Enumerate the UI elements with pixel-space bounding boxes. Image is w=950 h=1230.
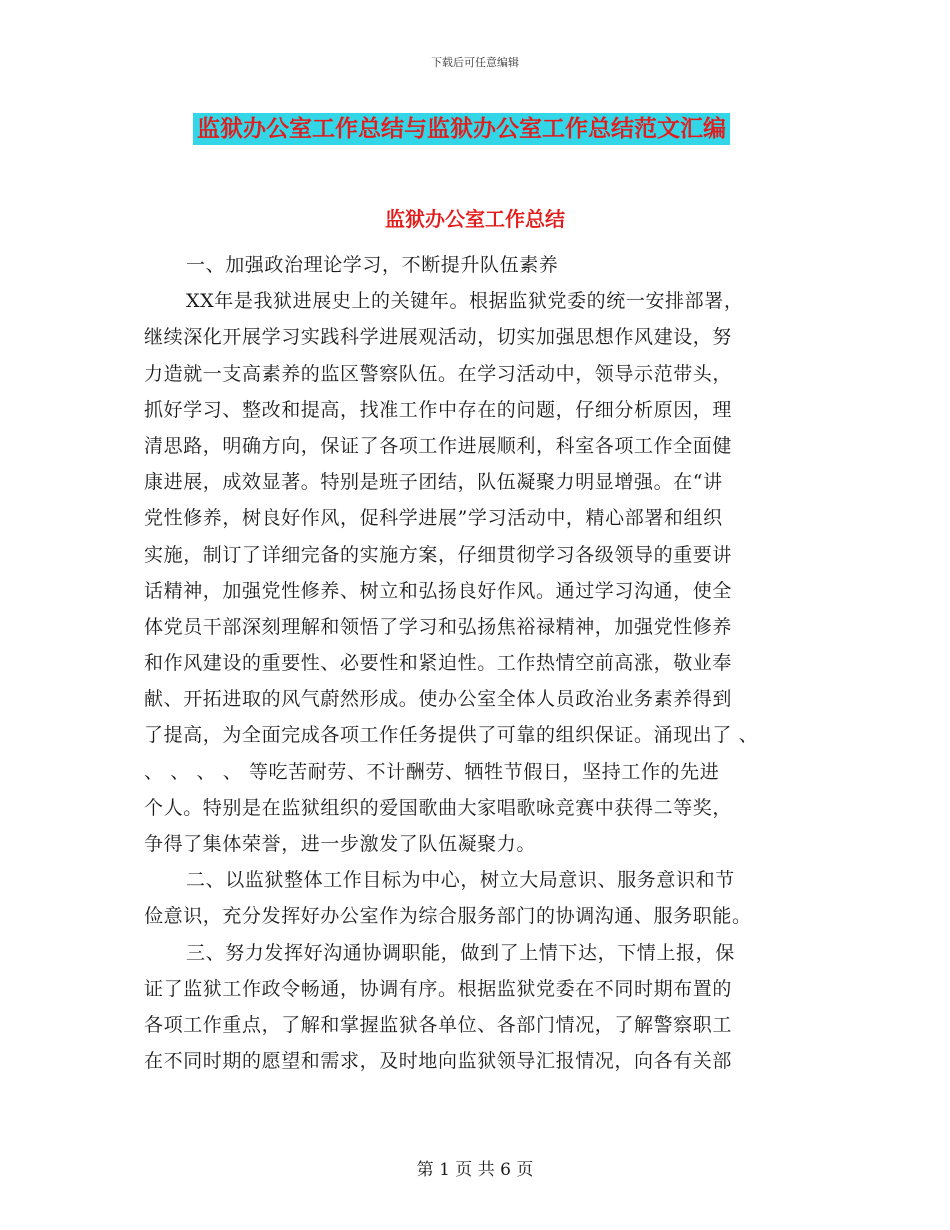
section-heading: 监狱办公室工作总结: [385, 207, 565, 231]
paragraph-line: 话精神，加强党性修养、树立和弘扬良好作风。通过学习沟通，使全: [144, 579, 733, 602]
paragraph-line: 一、加强政治理论学习，不断提升队伍素养: [186, 254, 559, 276]
paragraph-line: 二、以监狱整体工作目标为中心，树立大局意识、服务意识和节: [186, 869, 735, 892]
paragraph-line: 了提高，为全面完成各项工作任务提供了可靠的组织保证。涌现出了 、: [144, 724, 759, 747]
paragraph-line: 三、努力发挥好沟通协调职能，做到了上情下达，下情上报，保: [186, 941, 735, 964]
paragraph-line: 在不同时期的愿望和需求，及时地向监狱领导汇报情况，向各有关部: [144, 1050, 733, 1073]
body-text: [144, 247, 814, 1079]
paragraph-line: 、 、 、 、 等吃苦耐劳、不计酬劳、牺牲节假日，坚持工作的先进: [144, 760, 720, 783]
paragraph-line: 党性修养，树良好作风，促科学进展”学习活动中，精心部署和组织: [144, 507, 723, 530]
document-title: 监狱办公室工作总结与监狱办公室工作总结范文汇编: [193, 113, 730, 145]
header-note: 下载后可任意编辑: [431, 56, 519, 69]
paragraph-line: 和作风建设的重要性、必要性和紧迫性。工作热情空前高涨，敬业奉: [144, 652, 733, 675]
paragraph-line: 证了监狱工作政令畅通，协调有序。根据监狱党委在不同时期布置的: [144, 977, 733, 1000]
paragraph-line: 各项工作重点，了解和掌握监狱各单位、各部门情况，了解警察职工: [144, 1013, 733, 1036]
paragraph-line: 实施，制订了详细完备的实施方案，仔细贯彻学习各级领导的重要讲: [144, 543, 733, 566]
paragraph-line: 体党员干部深刻理解和领悟了学习和弘扬焦裕禄精神，加强党性修养: [144, 615, 733, 638]
paragraph-line: XX年是我狱进展史上的关键年。根据监狱党委的统一安排部署，: [186, 290, 744, 313]
paragraph-line: 争得了集体荣誉，进一步激发了队伍凝聚力。: [144, 833, 537, 855]
paragraph-line: 清思路，明确方向，保证了各项工作进展顺利，科室各项工作全面健: [144, 434, 733, 457]
paragraph-line: 力造就一支高素养的监区警察队伍。在学习活动中，领导示范带头，: [144, 362, 733, 385]
paragraph-line: 抓好学习、整改和提高，找准工作中存在的问题，仔细分析原因，理: [144, 398, 733, 421]
paragraph-line: 继续深化开展学习实践科学进展观活动，切实加强思想作风建设，努: [144, 326, 733, 349]
paragraph-line: 康进展，成效显著。特别是班子团结，队伍凝聚力明显增强。在“讲: [144, 471, 723, 494]
paragraph-line: 俭意识，充分发挥好办公室作为综合服务部门的协调沟通、服务职能。: [144, 905, 752, 928]
page-number: 第 1 页 共 6 页: [416, 1160, 534, 1180]
paragraph-line: 个人。特别是在监狱组织的爱国歌曲大家唱歌咏竞赛中获得二等奖，: [144, 796, 733, 819]
paragraph-line: 献、开拓进取的风气蔚然形成。使办公室全体人员政治业务素养得到: [144, 688, 733, 711]
